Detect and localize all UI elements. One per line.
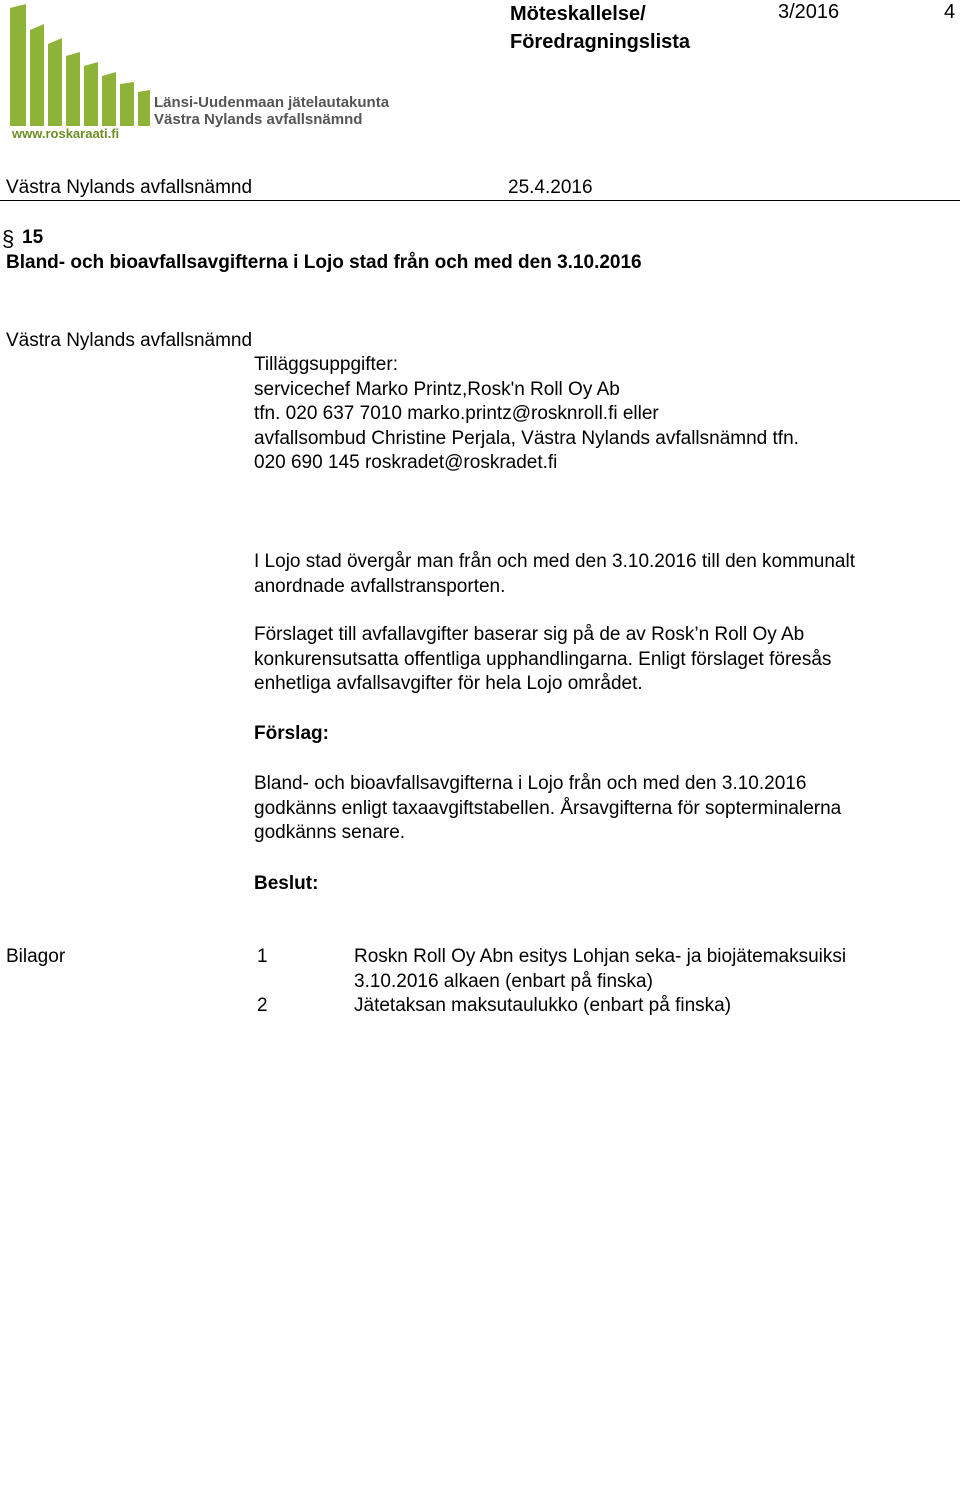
document-type-line2: Föredragningslista xyxy=(510,31,691,53)
organization-logo xyxy=(4,0,414,142)
logo-bar xyxy=(84,62,98,126)
attachment-line: 3.10.2016 alkaen (enbart på finska) xyxy=(354,970,653,992)
logo-bar xyxy=(120,82,134,126)
logo-url: www.roskaraati.fi xyxy=(12,126,120,141)
logo-graphic xyxy=(4,0,414,142)
header-divider xyxy=(0,200,960,201)
attachment-title xyxy=(354,994,934,1019)
issue-number: 3/2016 xyxy=(778,1,840,23)
logo-bar xyxy=(102,72,116,126)
attachment-title xyxy=(354,945,934,994)
logo-bar xyxy=(10,4,26,126)
proposal-line: godkänns senare. xyxy=(254,822,406,843)
info-line: servicechef Marko Printz,Rosk'n Roll Oy Ab xyxy=(254,378,620,400)
info-line: tfn. 020 637 7010 marko.printz@rosknroll.fi eller xyxy=(254,403,659,424)
logo-text-swedish: Västra Nylands avfallsnämnd xyxy=(154,111,363,128)
paragraph-line: I Lojo stad övergår man från och med den 3.10.2016 till den kommunalt xyxy=(254,551,855,572)
additional-info xyxy=(254,353,934,476)
section-title: Bland- och bioavfallsavgifterna i Lojo stad från och med den 3.10.2016 xyxy=(6,252,642,273)
header-organization: Västra Nylands avfallsnämnd xyxy=(6,177,253,198)
logo-bar xyxy=(30,24,44,126)
logo-bar xyxy=(48,38,62,126)
info-line: Tilläggsuppgifter: xyxy=(254,354,398,375)
proposal-heading: Förslag: xyxy=(254,723,329,744)
logo-bar xyxy=(66,52,80,126)
paragraph-line: enhetliga avfallsavgifter för hela Lojo området. xyxy=(254,673,643,694)
paragraph-line: Förslaget till avfallavgifter baserar sig på de av Rosk’n Roll Oy Ab xyxy=(254,624,805,645)
paragraph-fees xyxy=(254,623,934,697)
section-sign-icon: § xyxy=(2,226,15,251)
proposal-line: Bland- och bioavfallsavgifterna i Lojo från och med den 3.10.2016 xyxy=(254,773,807,794)
document-type xyxy=(510,0,690,56)
logo-text-finnish: Länsi-Uudenmaan jätelautakunta xyxy=(154,94,390,111)
attachment-line: Jätetaksan maksutaulukko (enbart på finska) xyxy=(354,995,732,1016)
proposal-line: godkänns enligt taxaavgiftstabellen. Årsavgifterna för sopterminalerna xyxy=(254,797,842,819)
paragraph-transition xyxy=(254,550,934,599)
paragraph-line: konkurensutsatta offentliga upphandlingarna. Enligt förslaget föresås xyxy=(254,648,832,670)
attachment-number: 1 xyxy=(257,946,268,967)
attachment-line: Roskn Roll Oy Abn esitys Lohjan seka- ja biojätemaksuiksi xyxy=(354,946,847,967)
logo-bar xyxy=(138,90,150,126)
info-line: avfallsombud Christine Perjala, Västra Nylands avfallsnämnd tfn. xyxy=(254,427,799,449)
attachment-number: 2 xyxy=(257,995,268,1016)
section-number: 15 xyxy=(22,227,44,248)
proposal-text xyxy=(254,772,934,846)
info-line: 020 690 145 roskradet@roskradet.fi xyxy=(254,452,558,473)
document-type-line1: Möteskallelse/ xyxy=(510,3,646,25)
body-organization: Västra Nylands avfallsnämnd xyxy=(6,330,253,351)
page-number: 4 xyxy=(944,1,956,23)
meeting-date: 25.4.2016 xyxy=(508,177,593,198)
decision-heading: Beslut: xyxy=(254,873,319,894)
paragraph-line: anordnade avfallstransporten. xyxy=(254,575,506,597)
attachments-label: Bilagor xyxy=(6,946,66,967)
